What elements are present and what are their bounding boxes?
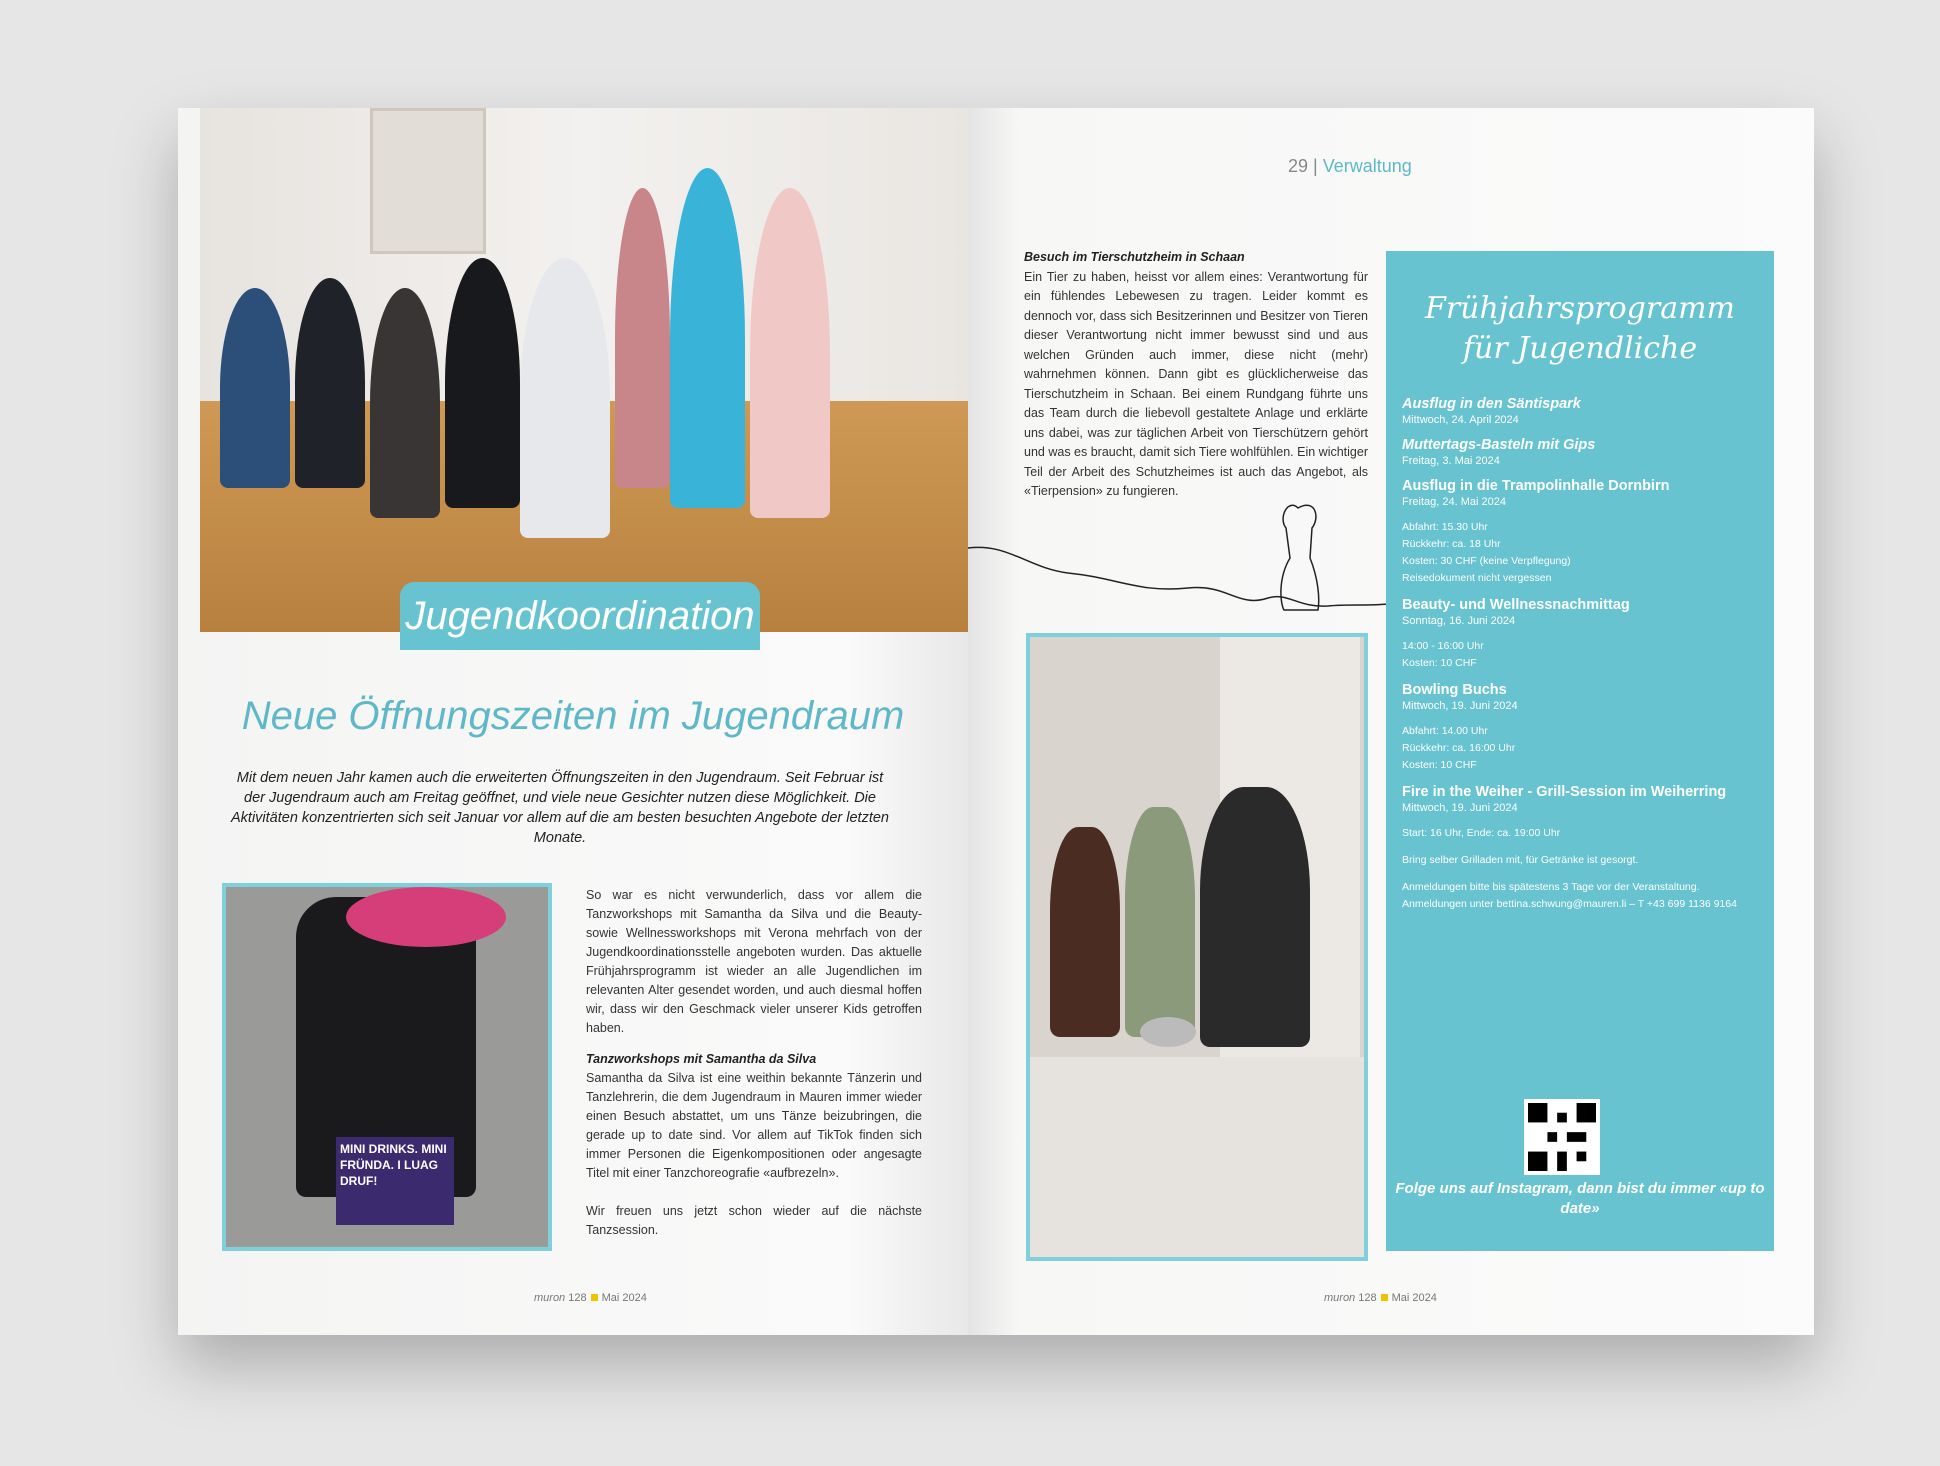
shelter-text: Ein Tier zu haben, heisst vor allem eines: Verantwortung für ein fühlendes Lebewesen zu tragen. Leider kommt es dennoch vor, dass sich Besitzerinnen und Besitzer von Tieren dieser Verantwortung nicht immer bewusst sind und aus welchen Gründen auch immer, diese nicht (mehr) wahrnehmen können. Dann gibt es glücklicherweise das Tierschutzheim in Schaan. Bei einem Rundgang führte uns das Team durch die liebevoll gestaltete Anlage und erklärte uns dabei, was zur täglichen Arbeit von Tierschützern gehört und was es braucht, damit sich Tiere wohlfühlen. Ein wichtiger Teil der Arbeit des Schutzheimes ist auch das Angebot, als «Tierpension» zu fungieren. <box>1024 269 1368 498</box>
article-body <box>586 886 922 1240</box>
article-paragraph-2: Samantha da Silva ist eine weithin bekannte Tänzerin und Tanzlehrerin, die dem Jugendraum in Mauren immer wieder einen Besuch abstattet, um uns Tänze beizubringen, die gerade up to date sind. Vor allem auf TikTok finden sich immer Personen die Eigenkompositionen oder angesagte Titel mit einer Tanzchoreografie «aufbrezeln». <box>586 1071 922 1180</box>
event-detail-line: Kosten: 30 CHF (keine Verpflegung) <box>1402 555 1571 567</box>
event-date: Freitag, 24. Mai 2024 <box>1402 496 1506 508</box>
event-details <box>1402 519 1742 587</box>
event-list <box>1402 396 1742 923</box>
event-detail-line: Kosten: 10 CHF <box>1402 759 1477 771</box>
right-page <box>968 108 1814 1335</box>
event-title: Fire in the Weiher - Grill-Session im Weiherring <box>1402 784 1727 800</box>
right-footer <box>1324 1292 1437 1304</box>
event-detail-line: Rückkehr: ca. 18 Uhr <box>1402 538 1501 550</box>
footer-issue: 128 <box>1358 1292 1377 1304</box>
spring-program-sidebar <box>1386 251 1774 1251</box>
event-title: Beauty- und Wellnessnachmittag <box>1402 597 1630 613</box>
instagram-qr-code[interactable] <box>1524 1099 1600 1175</box>
event-details <box>1402 825 1742 842</box>
sidebar-title <box>1386 289 1774 369</box>
event-detail-line: Start: 16 Uhr, Ende: ca. 19:00 Uhr <box>1402 827 1561 839</box>
magazine-spread <box>178 108 1814 1335</box>
footer-issue: 128 <box>568 1292 587 1304</box>
event-details <box>1402 638 1742 672</box>
article-paragraph-3: Wir freuen uns jetzt schon wieder auf die nächste Tanzsession. <box>586 1204 922 1237</box>
event-detail-line: Abfahrt: 15.30 Uhr <box>1402 521 1488 533</box>
footer-date: Mai 2024 <box>601 1292 647 1304</box>
event-date: Mittwoch, 24. April 2024 <box>1402 414 1519 426</box>
event-title: Bowling Buchs <box>1402 682 1507 698</box>
event-title: Ausflug in den Säntispark <box>1402 396 1581 412</box>
article-paragraph-1: So war es nicht verwunderlich, dass vor allem die Tanzworkshops mit Samantha da Silva und die Beauty- sowie Wellnessworkshops mit Verona mehrfach von der Jugendkoordinationsstelle angeboten wurden. Das aktuelle Frühjahrsprogramm ist wieder an alle Jugendlichen im relevanten Alter gesendet worden, und auch diesmal hoffen wir, dass wir den Geschmack vieler unserer Kids getroffen haben. <box>586 888 922 1035</box>
event-date: Mittwoch, 19. Juni 2024 <box>1402 700 1518 712</box>
shelter-photo <box>1026 633 1368 1261</box>
group-photo <box>200 108 968 632</box>
event-detail-line: 14:00 - 16:00 Uhr <box>1402 640 1484 652</box>
event-title: Muttertags-Basteln mit Gips <box>1402 437 1596 453</box>
page-header: 29 | Verwaltung <box>1288 156 1412 176</box>
event-title: Ausflug in die Trampolinhalle Dornbirn <box>1402 478 1670 494</box>
sidebar-title-line1: Frühjahrsprogramm <box>1425 291 1735 326</box>
event-detail-line: Kosten: 10 CHF <box>1402 657 1477 669</box>
instagram-call-to-action: Folge uns auf Instagram, dann bist du immer «up to date» <box>1395 1180 1765 1217</box>
article-headline: Neue Öffnungszeiten im Jugendraum <box>241 694 905 738</box>
event-date: Freitag, 3. Mai 2024 <box>1402 455 1500 467</box>
sidebar-note2: Anmeldungen bitte bis spätestens 3 Tage vor der Veranstaltung. Anmeldungen unter bettina.schwung@mauren.li – T +43 699 1136 9164 <box>1402 881 1737 910</box>
shelter-title: Besuch im Tierschutzheim in Schaan <box>1024 250 1245 264</box>
left-footer <box>534 1292 647 1304</box>
event-details <box>1402 723 1742 774</box>
event-detail-line: Abfahrt: 14.00 Uhr <box>1402 725 1488 737</box>
sidebar-note1: Bring selber Grilladen mit, für Getränke ist gesorgt. <box>1402 854 1639 866</box>
backpack-photo <box>222 883 552 1251</box>
left-page <box>178 108 968 1335</box>
dog-line-drawing <box>968 488 1388 628</box>
event-date: Sonntag, 16. Juni 2024 <box>1402 615 1516 627</box>
sidebar-title-line2: für Jugendliche <box>1462 331 1698 366</box>
page-number: 29 <box>1288 156 1309 176</box>
event-detail-line: Rückkehr: ca. 16:00 Uhr <box>1402 742 1516 754</box>
article-subhead: Tanzworkshops mit Samantha da Silva <box>586 1052 817 1066</box>
footer-brand: muron <box>534 1292 566 1304</box>
event-date: Mittwoch, 19. Juni 2024 <box>1402 802 1518 814</box>
shelter-article <box>1024 248 1368 502</box>
footer-date: Mai 2024 <box>1391 1292 1437 1304</box>
footer-brand: muron <box>1324 1292 1356 1304</box>
event-detail-line: Reisedokument nicht vergessen <box>1402 572 1552 584</box>
article-intro: Mit dem neuen Jahr kamen auch die erweiterten Öffnungszeiten in den Jugendraum. Seit Februar ist der Jugendraum auch am Freitag geöffnet, und viele neue Gesichter nutzen diese Möglichkeit. Die Aktivitäten konzentrierten sich seit Januar vor allem auf die am besten besuchten Angebote der letzten Monate. <box>231 770 889 846</box>
section-badge: Jugendkoordination <box>400 582 760 650</box>
section-name: Verwaltung <box>1322 156 1412 176</box>
photo-sign-text: MINI DRINKS. MINI FRÜNDA. I LUAG DRUF! <box>336 1137 454 1225</box>
